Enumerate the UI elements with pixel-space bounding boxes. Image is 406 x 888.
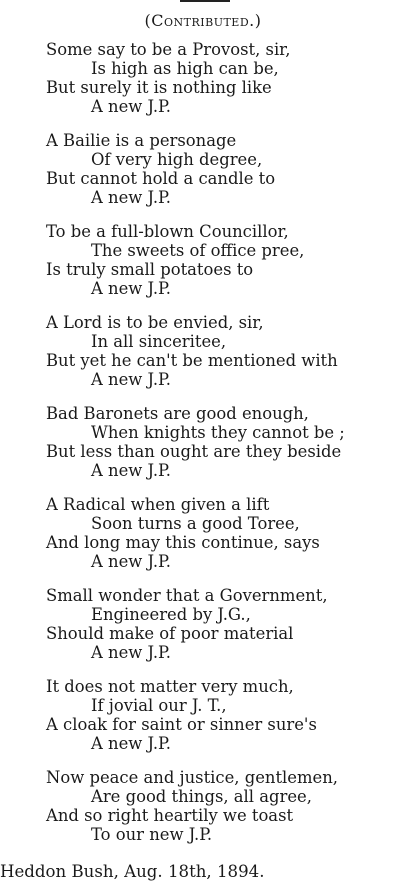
poem-line: A new J.P. <box>91 643 171 662</box>
poem-line: Small wonder that a Government, <box>46 586 328 605</box>
poem-line: But less than ought are they beside <box>46 442 342 461</box>
poem-line: To our new J.P. <box>91 825 213 844</box>
poem-heading <box>0 10 406 32</box>
poem-line: Some say to be a Provost, sir, <box>46 40 291 59</box>
poem-line: A Radical when given a lift <box>46 495 270 514</box>
stanza <box>0 677 406 753</box>
poem-line: A new J.P. <box>91 97 171 116</box>
stanza <box>0 586 406 662</box>
poem-line: But surely it is nothing like <box>46 78 272 97</box>
poem-line: But cannot hold a candle to <box>46 169 276 188</box>
stanza <box>0 404 406 480</box>
poem-body <box>0 40 406 859</box>
poem-line: In all sinceritee, <box>91 332 227 351</box>
poem-line: Is truly small potatoes to <box>46 260 254 279</box>
poem-line: To be a full-blown Councillor, <box>46 222 289 241</box>
poem-line: Soon turns a good Toree, <box>91 514 300 533</box>
top-rule <box>180 0 230 2</box>
poem-line: A Bailie is a personage <box>46 131 237 150</box>
heading-text: (Contributed.) <box>144 11 262 30</box>
stanza <box>0 768 406 844</box>
poem-line: Bad Baronets are good enough, <box>46 404 309 423</box>
stanza <box>0 495 406 571</box>
poem-line: Are good things, all agree, <box>91 787 312 806</box>
poem-line: And so right heartily we toast <box>46 806 294 825</box>
poem-line: A cloak for saint or sinner sure's <box>46 715 317 734</box>
poem-line: Engineered by J.G., <box>91 605 251 624</box>
poem-line: A new J.P. <box>91 552 171 571</box>
stanza <box>0 313 406 389</box>
stanza <box>0 131 406 207</box>
poem-line: A new J.P. <box>91 279 171 298</box>
poem-line: A new J.P. <box>91 734 171 753</box>
signoff-dateline: Heddon Bush, Aug. 18th, 1894. <box>0 862 265 881</box>
stanza <box>0 222 406 298</box>
poem-line: A new J.P. <box>91 370 171 389</box>
poem-line: Now peace and justice, gentlemen, <box>46 768 338 787</box>
poem-line: When knights they cannot be ; <box>91 423 345 442</box>
poem-line: It does not matter very much, <box>46 677 294 696</box>
poem-line: A new J.P. <box>91 188 171 207</box>
poem-line: Should make of poor material <box>46 624 294 643</box>
stanza <box>0 40 406 116</box>
poem-line: And long may this continue, says <box>46 533 320 552</box>
poem-line: A Lord is to be envied, sir, <box>46 313 264 332</box>
poem-line: Of very high degree, <box>91 150 263 169</box>
poem-line: But yet he can't be mentioned with <box>46 351 338 370</box>
poem-line: A new J.P. <box>91 461 171 480</box>
poem-line: If jovial our J. T., <box>91 696 227 715</box>
poem-line: The sweets of office pree, <box>91 241 305 260</box>
poem-line: Is high as high can be, <box>91 59 279 78</box>
